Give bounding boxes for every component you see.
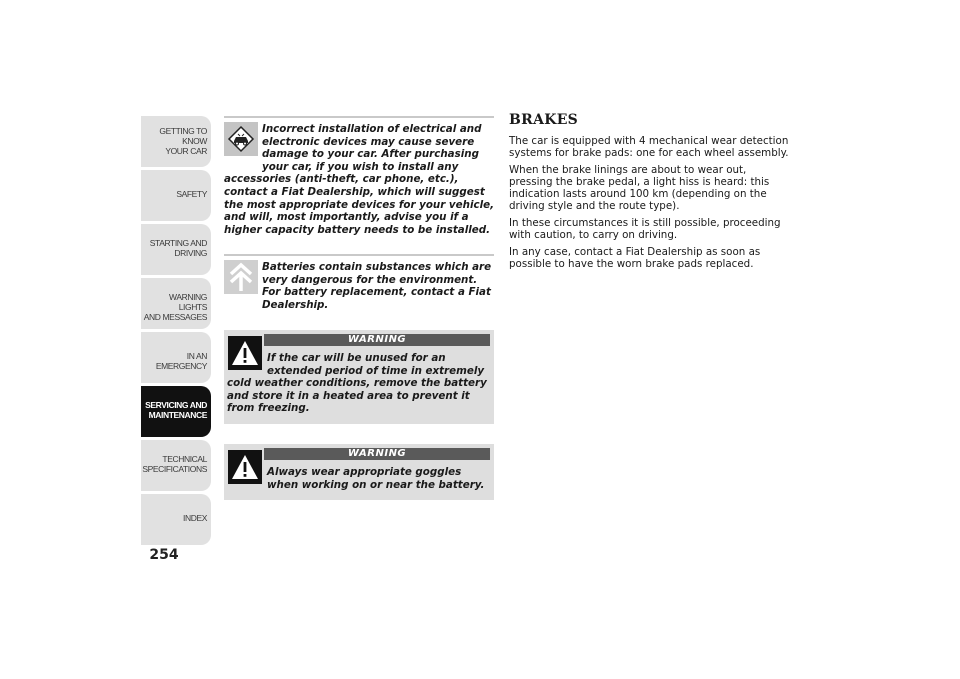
brakes-section [509, 112, 789, 275]
nav-tab-label: GETTING TO KNOW [159, 126, 207, 146]
warning-label: WARNING [264, 334, 490, 346]
body-paragraph: In any case, contact a Fiat Dealership as soon as possible to have the worn brake pads replaced. [509, 246, 761, 270]
nav-tab-technical-specs[interactable] [141, 440, 211, 491]
nav-tab-emergency[interactable] [141, 332, 211, 383]
caution-note-text: Incorrect installation of electrical and electronic devices may cause severe damage to your car. After purchasing your car, if you wish to install any accessories (anti-theft, car phone, etc.), contact a Fiat Dealership, which will suggest the most appropriate devices for your vehicle, and will, most importantly, advise you if a higher capacity battery needs to be installed. [224, 123, 494, 236]
nav-tab-label: YOUR CAR [165, 146, 207, 156]
warning-triangle-icon [228, 450, 262, 484]
section-title: BRAKES [509, 112, 579, 128]
warning-triangle-icon [228, 336, 262, 370]
nav-tab-label: DRIVING [174, 248, 207, 258]
warning-label: WARNING [264, 448, 490, 460]
warning-box-cold-weather [224, 330, 494, 424]
car-damage-icon [224, 122, 258, 156]
nav-tab-label: SAFETY [176, 189, 207, 199]
environment-note-battery [224, 254, 494, 311]
environment-arrows-icon [224, 260, 258, 294]
nav-tab-warning-lights[interactable] [141, 278, 211, 329]
caution-note-electrical [224, 116, 494, 236]
nav-tab-label: INDEX [183, 513, 207, 523]
page-number: 254 [149, 547, 179, 563]
body-paragraph: When the brake linings are about to wear out, pressing the brake pedal, a light hiss is heard: this indication lasts around 100 km (depending on the driving style and the route type). [509, 164, 770, 212]
nav-tab-label: SPECIFICATIONS [142, 464, 207, 474]
environment-note-text: Batteries contain substances which are very dangerous for the environment. For battery replacement, contact a Fiat Dealership. [262, 261, 492, 311]
nav-tab-label: TECHNICAL [162, 454, 207, 464]
nav-tab-getting-to-know[interactable] [141, 116, 211, 167]
warning-box-goggles [224, 444, 494, 500]
nav-tab-label: WARNING LIGHTS [169, 292, 207, 312]
nav-tab-starting-driving[interactable] [141, 224, 211, 275]
nav-tab-index[interactable] [141, 494, 211, 545]
body-paragraph: The car is equipped with 4 mechanical wear detection systems for brake pads: one for each wheel assembly. [509, 135, 789, 159]
nav-tab-label: IN AN EMERGENCY [155, 351, 207, 371]
body-paragraph: In these circumstances it is still possible, proceeding with caution, to carry on driving. [509, 217, 781, 241]
nav-tab-label: SERVICING AND [145, 400, 207, 410]
warning-text: Always wear appropriate goggles when working on or near the battery. [267, 466, 485, 491]
nav-tab-label: AND MESSAGES [143, 312, 207, 322]
nav-tab-label: STARTING AND [149, 238, 207, 248]
nav-tab-servicing-maintenance[interactable] [141, 386, 211, 437]
nav-tab-label: MAINTENANCE [148, 410, 207, 420]
nav-tab-safety[interactable] [141, 170, 211, 221]
warning-text: If the car will be unused for an extended period of time in extremely cold weather conditions, remove the battery and store it in a heated area to prevent it from freezing. [227, 352, 487, 415]
